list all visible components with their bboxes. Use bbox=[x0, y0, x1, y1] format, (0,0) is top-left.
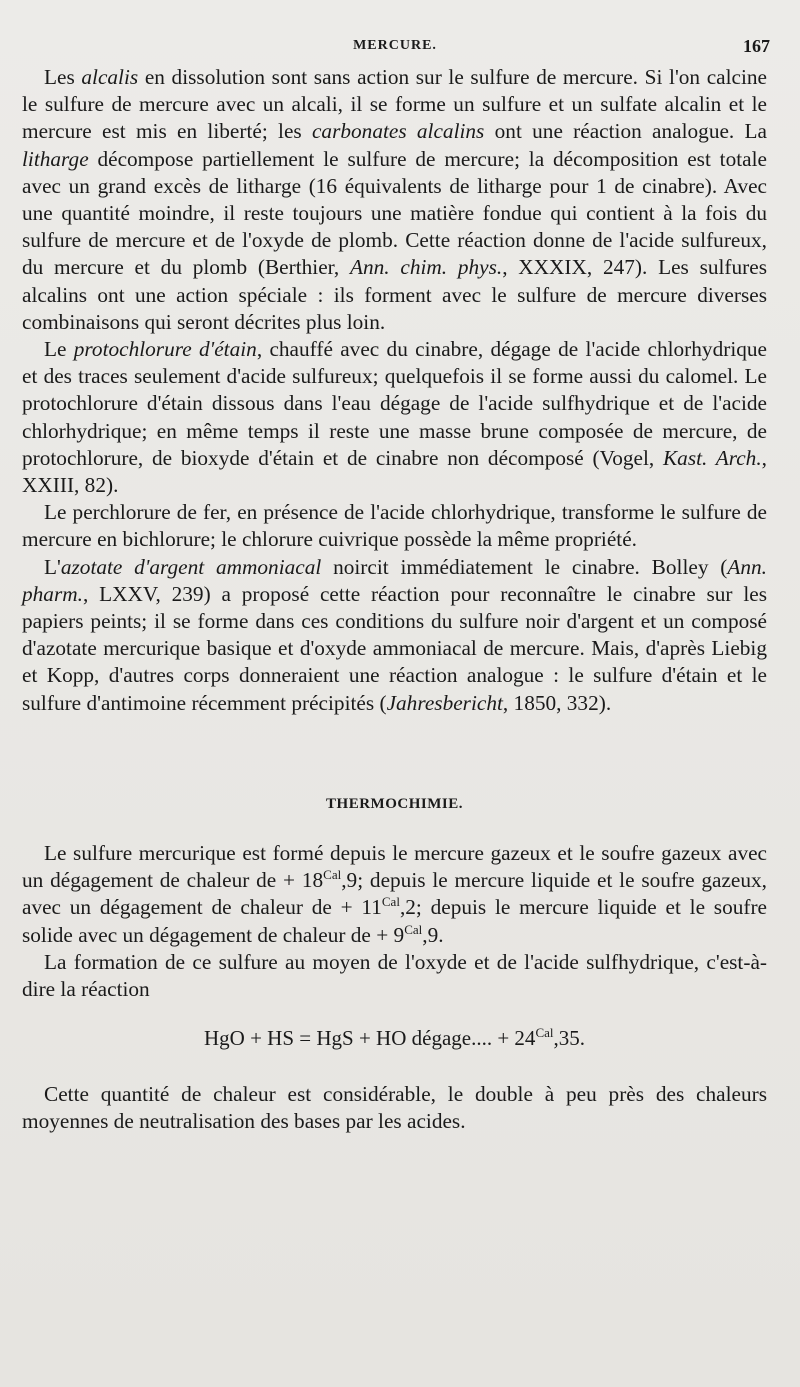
text-span: , 1850, 332). bbox=[502, 690, 612, 715]
text-span: ,2; depuis le mercure liquide et le soufre solide avec un dégagement de chaleur de + 9 bbox=[22, 895, 767, 947]
paragraph-perchlorure bbox=[22, 499, 767, 553]
text-span: Cette quantité de chaleur est considérable, le double à peu près des chaleurs moyennes de neutralisation des bases par les acides. bbox=[22, 1081, 767, 1133]
text-span: Le perchlorure de fer, en présence de l'acide chlorhydrique, transforme le sulfure de mercure en bichlorure; le chlorure cuivrique possède la même propriété. bbox=[22, 500, 767, 552]
italic-term: alcalis bbox=[81, 65, 139, 89]
text-span: en dissolution sont sans action sur le sulfure de mercure. Si l'on calcine le sulfure de mercure avec un alcali, il se forme un sulfure et un sulfate alcalin et le mercure est mis en liberté; les bbox=[22, 65, 768, 144]
text-span: Le sulfure mercurique est formé depuis le mercure gazeux et le soufre gazeux avec un dégagement de chaleur de + 18 bbox=[22, 841, 767, 893]
paragraph-protochlorure bbox=[22, 336, 767, 499]
paragraph-conclusion bbox=[22, 1081, 767, 1135]
superscript-unit: Cal bbox=[381, 894, 400, 910]
paragraph-azotate bbox=[22, 554, 767, 717]
chemical-equation bbox=[22, 1025, 767, 1052]
text-span: , chauffé avec du cinabre, dégage de l'acide chlorhydrique et des traces seulement d'acide sulfureux; quelquefois il se forme aussi du calomel. Le protochlorure d'étain dissous dans l'eau dégage de l'acide sulfhydrique et de l'acide chlorhydrique; en même temps il reste une masse brune composée de mercure, de protochlorure, de bioxyde d'étain et de cinabre non décomposé (Vogel, bbox=[22, 337, 767, 470]
superscript-unit: Cal bbox=[323, 867, 342, 883]
text-span: noircit immédiatement le cinabre. Bolley ( bbox=[321, 554, 728, 579]
superscript-unit: Cal bbox=[535, 1025, 554, 1041]
text-span: , LXXV, 239) a proposé cette réaction pour reconnaître le cinabre sur les papiers peints; il se forme dans ces conditions du sulfure noir d'argent et un composé d'azotate mercurique basique et d'oxyde ammoniacal de mercure. Mais, d'après Liebig et Kopp, d'autres corps donneraient une réaction analogue : le sulfure d'étain et le sulfure d'antimoine récemment précipités ( bbox=[22, 581, 767, 715]
text-span: L' bbox=[44, 554, 61, 579]
page-number: 167 bbox=[743, 36, 770, 56]
text-span: La formation de ce sulfure au moyen de l'oxyde et de l'acide sulfhydrique, c'est-à-dire la réaction bbox=[22, 949, 767, 1002]
text-span: Les bbox=[44, 65, 82, 89]
body-text bbox=[22, 64, 767, 1135]
superscript-unit: Cal bbox=[404, 921, 423, 937]
page-header bbox=[20, 36, 770, 62]
italic-term: carbonates alcalins bbox=[311, 119, 485, 144]
text-span: ,9; depuis le mercure liquide et le soufre gazeux, avec un dégagement de chaleur de + 11 bbox=[22, 868, 767, 920]
equation-text: ,35. bbox=[553, 1026, 585, 1051]
text-span: décompose partiellement le sulfure de mercure; la décomposition est totale avec un grand excès de litharge (16 équivalents de litharge pour 1 de cinabre). Avec une quantité moindre, il reste toujours une matière fondue qui contient à la fois du sulfure de mercure et de l'oxyde de plomb. Cette réaction donne de l'acide sulfureux, du mercure et du plomb (Berthier, bbox=[22, 146, 767, 280]
italic-citation: Kast. Arch. bbox=[662, 445, 762, 470]
text-span: Le bbox=[44, 337, 74, 362]
paragraph-formation bbox=[22, 949, 767, 1003]
text-span: ,9. bbox=[422, 922, 444, 947]
section-title: THERMOCHIMIE. bbox=[326, 795, 463, 812]
running-head: MERCURE. bbox=[353, 38, 437, 53]
italic-citation: Ann. pharm. bbox=[22, 554, 767, 606]
italic-citation: Ann. chim. phys. bbox=[349, 255, 503, 280]
text-span: , XXXIX, 247). Les sulfures alcalins ont une action spéciale : ils forment avec le sulfure de mercure diverses combinaisons qui seront décrites plus loin. bbox=[22, 255, 767, 334]
italic-term: litharge bbox=[22, 146, 89, 171]
text-span: ont une réaction analogue. La bbox=[484, 119, 767, 144]
italic-term: protochlorure d'étain bbox=[73, 337, 257, 362]
italic-citation: Jahresbericht bbox=[386, 690, 503, 715]
text-span: , XXIII, 82). bbox=[22, 445, 767, 498]
paragraph-alcalis bbox=[22, 64, 767, 336]
italic-term: azotate d'argent ammoniacal bbox=[60, 554, 322, 579]
equation-text: HgO + HS = HgS + HO dégage.... + 24 bbox=[204, 1026, 536, 1051]
paragraph-thermochimie bbox=[22, 840, 767, 949]
